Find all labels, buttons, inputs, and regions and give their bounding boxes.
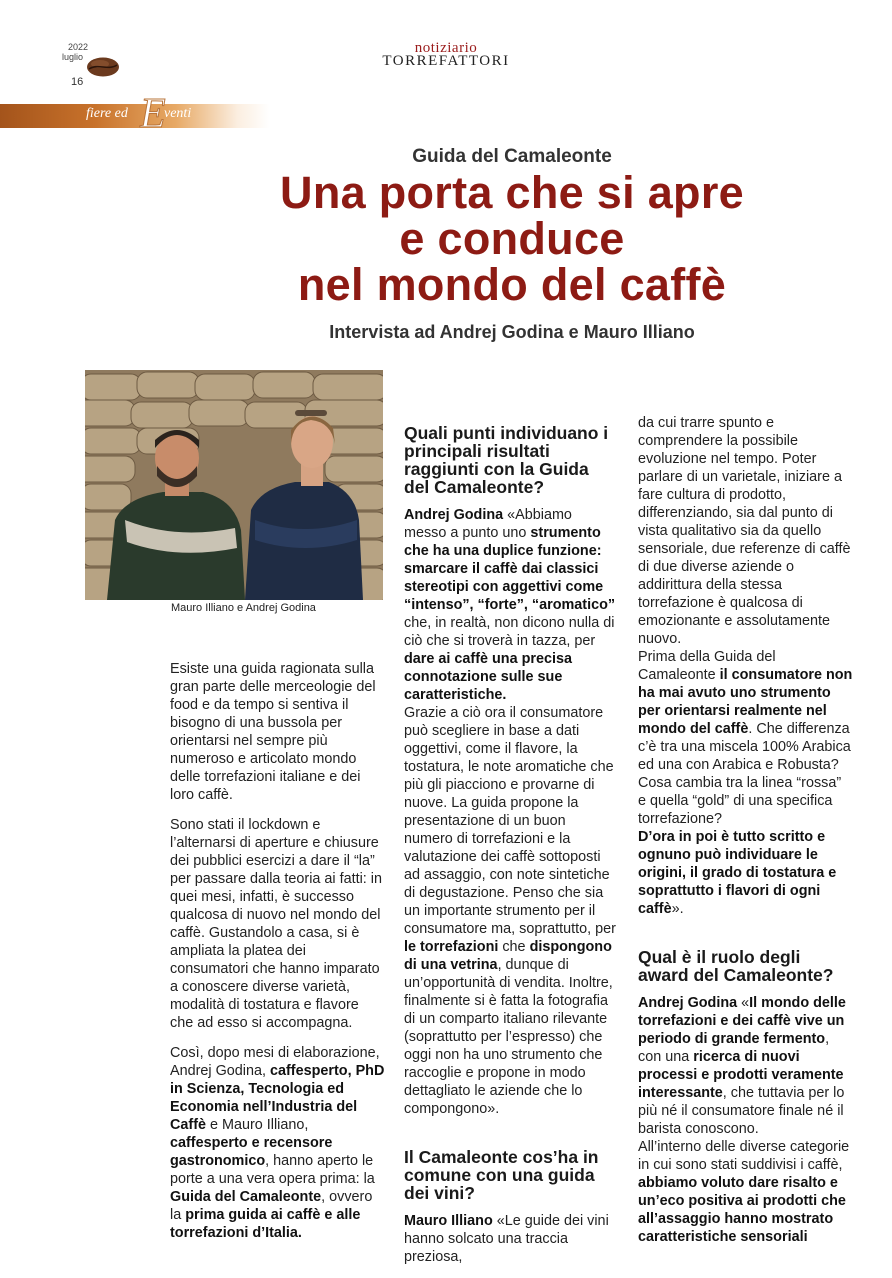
bold-run: ricerca di nuovi processi e prodotti veramente interessante	[638, 1049, 844, 1101]
text-run: . Che differenza c’è tra una miscela 100% Arabica ed una con Arabica e Robusta?	[638, 721, 851, 773]
bold-run: dare ai caffè una precisa connotazione sulle sue caratteristiche.	[404, 651, 572, 703]
bold-run: strumento che ha una duplice funzione: smarcare il caffè dai classici stereotipi con aggettivi come “intenso”, “forte”, “aromatico”	[404, 525, 616, 613]
headline-line-1: Una porta che si apre	[280, 167, 744, 218]
issue-year: 2022	[68, 42, 89, 52]
bold-run: caffesperto, PhD in Scienza, Tecnologia ed Economia nell’Industria del Caffè	[170, 1063, 385, 1133]
text-run: «	[737, 995, 750, 1011]
section-label-a: fiere ed	[86, 106, 128, 121]
text-run: Così, dopo mesi di elaborazione, Andrej Godina,	[170, 1045, 380, 1079]
paragraph	[638, 414, 853, 918]
bold-run: Guida del Camaleonte	[170, 1189, 322, 1205]
speaker-name: Andrej Godina	[638, 995, 738, 1011]
text-run: , hanno aperto le porte a una vera opera prima: la	[170, 1153, 375, 1187]
section-label-initial: E	[140, 91, 166, 137]
paragraph	[170, 1044, 385, 1242]
text-run: Cosa cambia tra la linea “rossa” e quella “gold” di una specifica torrefazione?	[638, 775, 842, 827]
bold-run: abbiamo voluto dare risalto e un’eco positiva ai prodotti che all’assaggio hanno mostrato caratteristiche sensoriali	[638, 1175, 846, 1245]
column-1	[170, 660, 385, 1254]
section-label-b: venti	[164, 106, 192, 121]
article-photo	[85, 370, 383, 600]
text-run: che	[498, 939, 530, 955]
bold-run: le torrefazioni	[404, 939, 499, 955]
column-2	[404, 424, 618, 1278]
paragraph: Esiste una guida ragionata sulla gran parte delle merceologie del food e da tempo si sentiva il bisogno di una bussola per orientarsi nel sempre più numeroso e articolato mondo delle torrefazioni italiane e dei loro caffè.	[170, 661, 376, 803]
text-run: , con una	[638, 1031, 830, 1065]
text-run: che, in realtà, non dicono nulla di ciò che si troverà in tazza, per	[404, 615, 615, 649]
text-run: , che tuttavia per lo più né il consumatore finale né il barista conoscono.	[638, 1085, 845, 1137]
question-heading: Qual è il ruolo degli award del Camaleonte?	[638, 947, 834, 985]
speaker-name: Andrej Godina	[404, 507, 504, 523]
masthead-title: TORREFATTORI	[382, 53, 510, 69]
text-run: ».	[671, 901, 684, 917]
photo-caption: Mauro Illiano e Andrej Godina	[171, 602, 316, 614]
question-heading: Quali punti individuano i principali risultati raggiunti con la Guida del Camaleonte?	[404, 423, 609, 497]
text-run: , ovvero la	[170, 1189, 373, 1223]
text-run: Grazie a ciò ora il consumatore può scegliere in base a dati oggettivi, come il flavore, la tostatura, le note aromatiche che più gli piacciono e provarne di nuove. La guida propone la presentazione di un buon numero di torrefazioni e la valutazione dei caffè sottoposti ad assaggio, con note sintetiche di degustazione. Penso che sia un importante strumento per il consumatore ma, soprattutto, per	[404, 705, 616, 937]
text-run: da cui trarre spunto e comprendere la possibile evoluzione nel tempo. Poter parlare di un varietale, iniziare a fare cultura di prodotto, differenziando, sia dal punto di vista qualitativo sia da quello sensoriale, due referenze di caffè di due diverse aziende o addirittura della stessa torrefazione è qualcosa di emozionante e assolutamente nuovo.	[638, 415, 851, 647]
answer-paragraph	[404, 506, 618, 1118]
speaker-name: Mauro Illiano	[404, 1213, 493, 1229]
paragraph: Sono stati il lockdown e l’alternarsi di aperture e chiusure dei pubblici esercizi a dare il “la” per passare dalla teoria ai fatti: in quei mesi, infatti, è successo qualcosa di nuovo nel mondo del caffè. Gustandolo a casa, si è ampliata la platea dei consumatori che hanno imparato a conoscere diverse varietà, modalità di tostatura e flavore che ad esso si accompagna.	[170, 817, 382, 1031]
article-subtitle: Intervista ad Andrej Godina e Mauro Illiano	[329, 322, 695, 342]
bold-run: caffesperto e recensore gastronomico	[170, 1135, 333, 1169]
text-run: , dunque di un’opportunità di vendita. Inoltre, finalmente si è fatta la fotografia di un comparto italiano rilevante (soprattutto per l’espresso) che oggi non ha uno strumento che raccoglie e propone in modo dettagliato le aziende che lo compongono».	[404, 957, 613, 1117]
article-kicker: Guida del Camaleonte	[412, 146, 612, 167]
answer-paragraph	[404, 1212, 618, 1266]
column-3	[638, 414, 853, 1258]
question-heading: Il Camaleonte cos’ha in comune con una guida dei vini?	[404, 1147, 599, 1203]
masthead-top: notiziario	[414, 40, 478, 56]
issue-month: luglio	[62, 52, 84, 62]
answer-paragraph	[638, 994, 853, 1246]
bold-run: dispongono di una vetrina	[404, 939, 612, 973]
article-headline	[0, 167, 892, 310]
headline-line-2: e conduce	[399, 213, 625, 264]
section-band	[0, 104, 270, 128]
headline-line-3: nel mondo del caffè	[297, 259, 727, 310]
text-run: All’interno delle diverse categorie in cui sono stati suddivisi i caffè,	[638, 1139, 850, 1173]
page-number: 16	[71, 76, 84, 88]
text-run: Prima della Guida del Camaleonte	[638, 649, 776, 683]
bold-run: Il mondo delle torrefazioni e dei caffè vive un periodo di grande fermento	[638, 995, 846, 1047]
text-run: e Mauro Illiano,	[205, 1117, 309, 1133]
bold-run: D’ora in poi è tutto scritto e ognuno può individuare le origini, il grado di tostatura e soprattutto i flavori di ogni caffè	[638, 829, 837, 917]
text-run: «Le guide dei vini hanno solcato una traccia preziosa,	[404, 1213, 609, 1265]
bold-run: il consumatore non ha mai avuto uno strumento per orientarsi realmente nel mondo del caffè	[638, 667, 853, 737]
text-run: «Abbiamo messo a punto uno	[404, 507, 572, 541]
bold-run: prima guida ai caffè e alle torrefazioni d’Italia.	[170, 1207, 361, 1241]
